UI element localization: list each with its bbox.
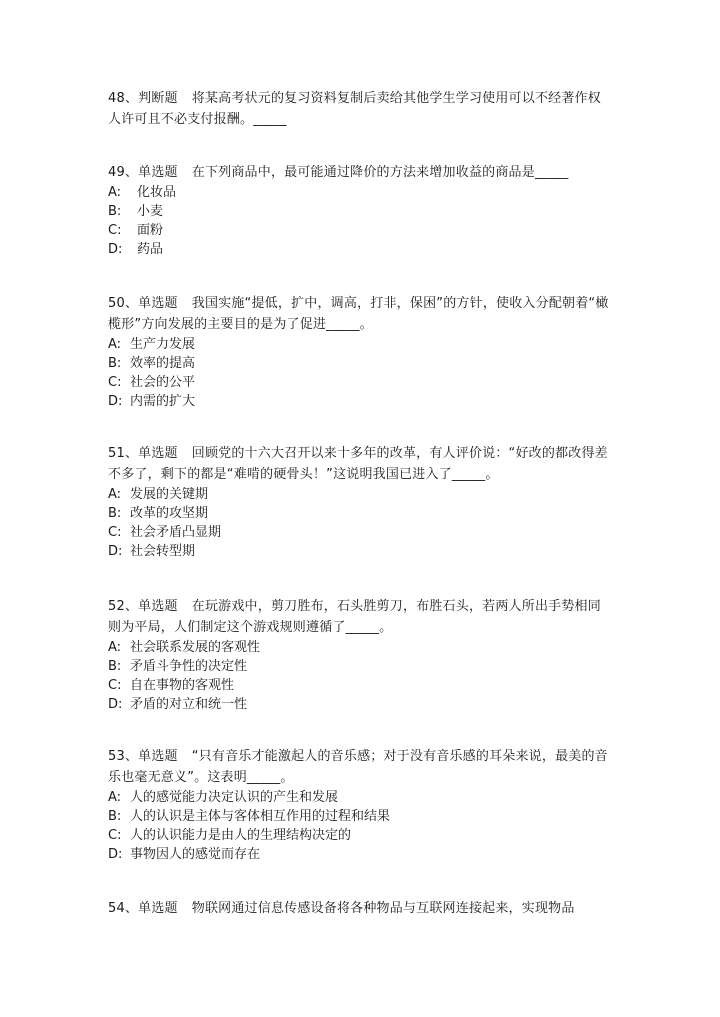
- question-49: [108, 162, 613, 259]
- option-letter: B:: [108, 356, 122, 371]
- question-stem: [108, 898, 613, 919]
- option-text: 社会转型期: [130, 544, 196, 559]
- option-letter: B:: [108, 659, 122, 674]
- option-letter: D:: [108, 242, 123, 257]
- option-a: [108, 485, 613, 504]
- option-letter: C:: [108, 525, 122, 540]
- question-stem: [108, 162, 613, 183]
- option-c: [108, 373, 613, 392]
- option-letter: D:: [108, 847, 123, 862]
- option-letter: B:: [108, 204, 122, 219]
- option-letter: B:: [108, 809, 122, 824]
- option-letter: A:: [108, 185, 122, 200]
- option-text: 事物因人的感觉而存在: [130, 847, 261, 862]
- question-number: 50、单选题: [108, 296, 178, 311]
- question-stem: [108, 746, 613, 788]
- option-letter: D:: [108, 697, 123, 712]
- question-number: 54、单选题: [108, 901, 178, 916]
- option-d: [108, 392, 613, 411]
- option-text: 矛盾斗争性的决定性: [130, 659, 248, 674]
- question-text: 回顾党的十六大召开以来十多年的改革，有人评价说：“好改的都改得差不多了，剩下的都是“难啃的硬骨头！”这说明我国已进入了_____。: [108, 446, 608, 482]
- option-b: [108, 657, 613, 676]
- option-list: [108, 638, 613, 714]
- question-51: [108, 443, 613, 561]
- option-letter: D:: [108, 394, 123, 409]
- option-b: [108, 504, 613, 523]
- option-a: [108, 638, 613, 657]
- option-letter: C:: [108, 223, 122, 238]
- option-letter: C:: [108, 375, 122, 390]
- question-text: 在下列商品中，最可能通过降价的方法来增加收益的商品是_____: [191, 165, 569, 180]
- option-c: [108, 826, 613, 845]
- option-letter: A:: [108, 640, 122, 655]
- option-b: [108, 354, 613, 373]
- option-text: 药品: [137, 242, 164, 257]
- option-text: 效率的提高: [130, 356, 196, 371]
- question-text: 物联网通过信息传感设备将各种物品与互联网连接起来，实现物品: [191, 901, 575, 916]
- question-53: [108, 746, 613, 864]
- option-a: [108, 183, 613, 202]
- question-text: 在玩游戏中，剪刀胜布，石头胜剪刀，布胜石头，若两人所出手势相同则为平局，人们制定这个游戏规则遵循了_____。: [108, 599, 601, 635]
- option-letter: A:: [108, 790, 122, 805]
- option-text: 发展的关键期: [130, 487, 209, 502]
- option-letter: A:: [108, 487, 122, 502]
- option-letter: C:: [108, 828, 122, 843]
- question-48: [108, 88, 613, 130]
- option-b: [108, 807, 613, 826]
- question-text: 我国实施“提低，扩中，调高，打非，保困”的方针，使收入分配朝着“橄榄形”方向发展的主要目的是为了促进_____。: [108, 296, 609, 332]
- option-d: [108, 695, 613, 714]
- option-letter: B:: [108, 506, 122, 521]
- option-c: [108, 676, 613, 695]
- option-text: 人的认识能力是由人的生理结构决定的: [130, 828, 352, 843]
- option-letter: A:: [108, 337, 122, 352]
- question-number: 48、判断题: [108, 91, 178, 106]
- option-list: [108, 485, 613, 561]
- option-list: [108, 788, 613, 864]
- option-c: [108, 221, 613, 240]
- question-text: 将某高考状元的复习资料复制后卖给其他学生学习使用可以不经著作权人许可且不必支付报酬。_____: [108, 91, 601, 127]
- question-number: 53、单选题: [108, 749, 178, 764]
- option-letter: D:: [108, 544, 123, 559]
- option-text: 改革的攻坚期: [130, 506, 209, 521]
- question-number: 52、单选题: [108, 599, 178, 614]
- option-text: 内需的扩大: [130, 394, 196, 409]
- option-d: [108, 845, 613, 864]
- option-a: [108, 788, 613, 807]
- option-d: [108, 240, 613, 259]
- option-c: [108, 523, 613, 542]
- option-text: 生产力发展: [130, 337, 196, 352]
- option-list: [108, 183, 613, 259]
- option-a: [108, 335, 613, 354]
- question-text: “只有音乐才能激起人的音乐感；对于没有音乐感的耳朵来说，最美的音乐也毫无意义”。这表明_____。: [108, 749, 608, 785]
- option-text: 社会矛盾凸显期: [130, 525, 222, 540]
- option-d: [108, 542, 613, 561]
- question-number: 49、单选题: [108, 165, 178, 180]
- option-text: 面粉: [137, 223, 164, 238]
- question-stem: [108, 443, 613, 485]
- question-stem: [108, 293, 613, 335]
- option-text: 自在事物的客观性: [130, 678, 235, 693]
- option-text: 社会联系发展的客观性: [130, 640, 261, 655]
- question-52: [108, 596, 613, 714]
- option-text: 人的感觉能力决定认识的产生和发展: [130, 790, 339, 805]
- question-stem: [108, 596, 613, 638]
- option-text: 人的认识是主体与客体相互作用的过程和结果: [130, 809, 391, 824]
- question-number: 51、单选题: [108, 446, 178, 461]
- option-text: 化妆品: [137, 185, 177, 200]
- option-b: [108, 202, 613, 221]
- option-list: [108, 335, 613, 411]
- option-letter: C:: [108, 678, 122, 693]
- question-54: [108, 898, 613, 919]
- question-50: [108, 293, 613, 411]
- question-stem: [108, 88, 613, 130]
- option-text: 矛盾的对立和统一性: [130, 697, 248, 712]
- option-text: 小麦: [137, 204, 164, 219]
- option-text: 社会的公平: [130, 375, 196, 390]
